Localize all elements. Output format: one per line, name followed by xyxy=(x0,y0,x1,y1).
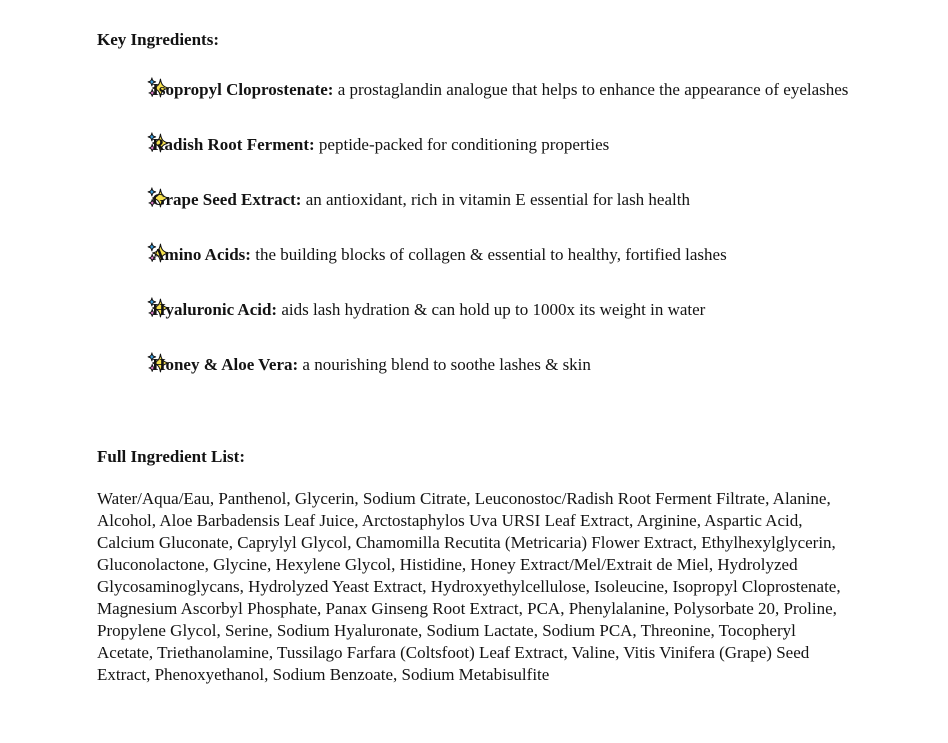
ingredient-description: an antioxidant, rich in vitamin E essential for lash health xyxy=(305,190,690,209)
list-item xyxy=(97,242,851,268)
sparkles-icon xyxy=(122,352,144,374)
ingredient-term: Honey & Aloe Vera: xyxy=(152,355,299,374)
full-ingredient-list-text: Water/Aqua/Eau, Panthenol, Glycerin, Sodium Citrate, Leuconostoc/Radish Root Ferment Filtrate, Alanine, Alcohol, Aloe Barbadensis Leaf Juice, Arctostaphylos Uva URSI Leaf Extract, Arginine, Aspartic Acid, Calcium Gluconate, Caprylyl Glycol, Chamomilla Recutita (Metricaria) Flower Extract, Ethylhexylglycerin, Gluconolactone, Glycine, Hexylene Glycol, Histidine, Honey Extract/Mel/Extrait de Miel, Hydrolyzed Glycosaminoglycans, Hydrolyzed Yeast Extract, Hydroxyethylcellulose, Isoleucine, Isopropyl Cloprostenate, Magnesium Ascorbyl Phosphate, Panax Ginseng Root Extract, PCA, Phenylalanine, Polysorbate 20, Proline, Propylene Glycol, Serine, Sodium Hyaluronate, Sodium Lactate, Sodium PCA, Threonine, Tocopheryl Acetate, Triethanolamine, Tussilago Farfara (Coltsfoot) Leaf Extract, Valine, Vitis Vinifera (Grape) Seed Extract, Phenoxyethanol, Sodium Benzoate, Sodium Metabisulfite xyxy=(97,489,841,684)
key-ingredient-entry xyxy=(97,242,851,268)
list-item xyxy=(97,352,851,378)
list-item xyxy=(97,77,851,103)
sparkles-icon xyxy=(122,132,144,154)
ingredient-term: Isopropyl Cloprostenate: xyxy=(152,80,334,99)
ingredient-description: the building blocks of collagen & essential to healthy, fortified lashes xyxy=(255,245,727,264)
key-ingredients-heading: Key Ingredients: xyxy=(97,30,219,49)
ingredient-description: aids lash hydration & can hold up to 1000x its weight in water xyxy=(281,300,706,319)
sparkles-icon xyxy=(122,242,144,264)
list-item xyxy=(97,297,851,323)
ingredient-term: Hyaluronic Acid: xyxy=(152,300,278,319)
sparkles-icon xyxy=(122,187,144,209)
sparkles-icon xyxy=(122,297,144,319)
key-ingredient-entry xyxy=(97,297,851,323)
key-ingredient-entry xyxy=(97,187,851,213)
ingredient-term: Grape Seed Extract: xyxy=(152,190,302,209)
sparkles-icon xyxy=(122,77,144,99)
ingredient-term: Amino Acids: xyxy=(152,245,251,264)
key-ingredient-entry xyxy=(97,352,851,378)
key-ingredients-list xyxy=(97,77,851,378)
list-item xyxy=(97,187,851,213)
ingredient-description: peptide-packed for conditioning properties xyxy=(318,135,610,154)
full-ingredient-list-heading: Full Ingredient List: xyxy=(97,447,245,466)
ingredient-description: a prostaglandin analogue that helps to enhance the appearance of eyelashes xyxy=(337,80,849,99)
key-ingredient-entry xyxy=(97,132,851,158)
key-ingredient-entry xyxy=(97,77,851,103)
ingredient-description: a nourishing blend to soothe lashes & skin xyxy=(302,355,591,374)
list-item xyxy=(97,132,851,158)
ingredient-term: Radish Root Ferment: xyxy=(152,135,315,154)
